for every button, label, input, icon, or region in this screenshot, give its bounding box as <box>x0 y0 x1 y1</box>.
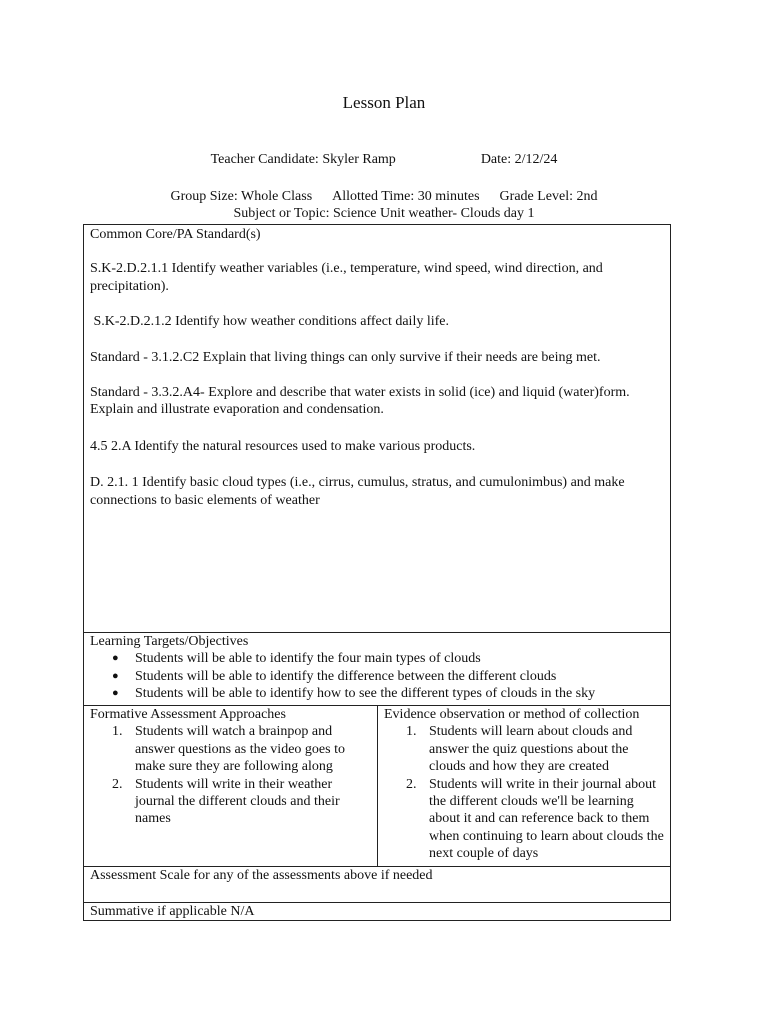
formative-list <box>90 723 372 827</box>
standard-item: S.K-2.D.2.1.2 Identify how weather conditions affect daily life. <box>90 314 449 330</box>
evidence-heading: Evidence observation or method of collection <box>384 707 640 722</box>
evidence-item: 2. Students will write in their journal about the different clouds we'll be learning about it and can reference back to them when continuing to learn about clouds the next couple of days <box>406 776 664 862</box>
formative-item: 1. Students will watch a brainpop and answer questions as the video goes to make sure they are following along <box>112 724 345 775</box>
standard-item: Standard - 3.3.2.A4- Explore and describe that water exists in solid (ice) and liquid (water)form. Explain and illustrate evaporation and condensation. <box>90 385 630 418</box>
lesson-plan-table <box>83 224 671 921</box>
grade-level: Grade Level: 2nd <box>499 189 598 204</box>
formative-cell <box>84 706 378 828</box>
standard-item: D. 2.1. 1 Identify basic cloud types (i.e., cirrus, cumulus, stratus, and cumulonimbus) and make connections to basic elements of weather <box>90 475 625 508</box>
standard-item: S.K-2.D.2.1.1 Identify weather variables (i.e., temperature, wind speed, wind direction, and precipitation). <box>90 261 603 294</box>
subject-topic: Subject or Topic: Science Unit weather- Clouds day 1 <box>233 206 535 221</box>
objectives-list <box>90 650 664 702</box>
summative-cell <box>84 903 670 920</box>
group-time-grade-line <box>0 189 768 205</box>
standards-cell <box>84 226 670 509</box>
standard-item: Standard - 3.1.2.C2 Explain that living things can only survive if their needs are being met. <box>90 349 601 365</box>
formative-item: 2. Students will write in their weather journal the different clouds and their names <box>112 776 340 827</box>
group-size: Group Size: Whole Class <box>170 189 313 204</box>
assessment-scale-text: Assessment Scale for any of the assessments above if needed <box>90 868 433 883</box>
teacher-date-line <box>0 152 768 168</box>
objectives-heading: Learning Targets/Objectives <box>90 634 249 649</box>
subject-line <box>0 206 768 222</box>
formative-heading: Formative Assessment Approaches <box>90 707 286 722</box>
objectives-cell <box>84 633 670 703</box>
summative-text: Summative if applicable N/A <box>90 904 255 919</box>
objective-item: ● Students will be able to identify the four main types of clouds <box>90 650 664 667</box>
evidence-item: 1. Students will learn about clouds and answer the quiz questions about the clouds and how they are created <box>406 724 633 775</box>
standards-heading: Common Core/PA Standard(s) <box>90 227 261 242</box>
objective-item: ● Students will be able to identify the difference between the different clouds <box>90 668 664 685</box>
document-title: Lesson Plan <box>342 93 426 112</box>
lesson-date: Date: 2/12/24 <box>480 152 558 167</box>
standard-item: 4.5 2.A Identify the natural resources used to make various products. <box>90 438 476 454</box>
assessment-scale-cell <box>84 867 670 884</box>
objective-item: ● Students will be able to identify how to see the different types of clouds in the sky <box>90 685 664 702</box>
evidence-cell <box>378 706 670 863</box>
evidence-list <box>384 723 664 862</box>
teacher-candidate: Teacher Candidate: Skyler Ramp <box>210 152 396 167</box>
allotted-time: Allotted Time: 30 minutes <box>332 189 480 204</box>
